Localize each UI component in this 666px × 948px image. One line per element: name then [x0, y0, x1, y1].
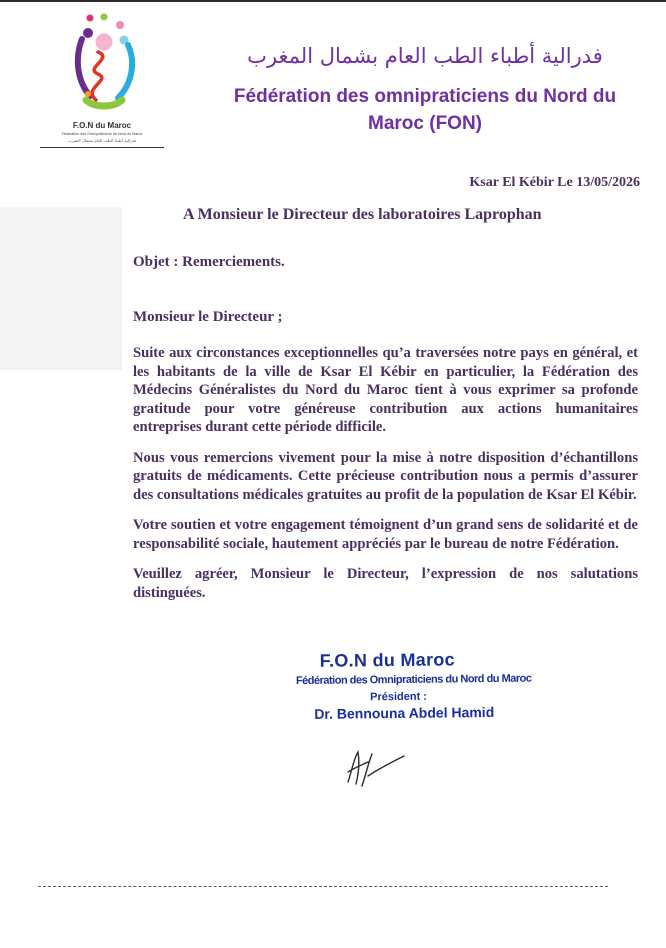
paragraph-support: Votre soutien et votre engagement témoignent d’un grand sens de solidarité et de responsabilité sociale, hautement appréciés par le bureau de notre Fédération.	[133, 517, 638, 552]
top-border-line	[0, 0, 666, 2]
stamp-federation: Fédération des Omnipraticiens du Nord du Maroc	[295, 672, 532, 688]
french-title: Fédération des omnipraticiens du Nord du Maroc (FON)	[233, 86, 617, 134]
paragraph-circumstances: Suite aux circonstances exceptionnelles qu’a traversées notre pays en général, et les habitants de la ville de Ksar El Kébir en particulier, la Fédération des Médecins Généralistes du Nord du Maroc tient à vous exprimer sa profonde gratitude pour votre généreuse contribution aux actions humanitaires entreprises durant cette période difficile.	[133, 345, 638, 435]
president-stamp	[295, 649, 532, 727]
letter-salutation: Monsieur le Directeur ;	[133, 309, 283, 325]
letter-date: Ksar El Kébir Le 13/05/2026	[469, 175, 640, 190]
paragraph-thanks: Nous vous remercions vivement pour la mise à notre disposition d’échantillons gratuits de médicaments. Cette précieuse contribution nous a permis d’assurer des consultations médicales gratuites au profit de la population de Ksar El Kébir.	[133, 449, 638, 503]
handwritten-signature	[342, 746, 408, 788]
logo-title: F.O.N du Maroc	[72, 121, 132, 130]
fon-logo	[38, 12, 166, 154]
letter-subject: Objet : Remerciements.	[133, 254, 285, 270]
letter-recipient: A Monsieur le Directeur des laboratoires Laprophan	[183, 206, 542, 223]
arabic-title: فدرالية أطباء الطب العام بشمال المغرب	[247, 44, 603, 68]
scan-shadow	[0, 207, 122, 370]
stamp-org: F.O.N du Maroc	[319, 649, 456, 671]
paragraph-closing: Veuillez agréer, Monsieur le Directeur, l’expression de nos salutations distinguées.	[133, 566, 638, 601]
stamp-role: Président :	[370, 690, 428, 704]
logo-divider	[40, 147, 164, 148]
stamp-name: Dr. Bennouna Abdel Hamid	[314, 703, 495, 722]
logo-emblem-icon	[38, 12, 166, 120]
letter-body	[133, 344, 638, 614]
logo-arabic-subtitle: فدرالية أطباء الطب العام بشمال المغرب	[68, 138, 136, 143]
logo-subtitle: Fédération des Omnipraticiens du Nord du Maroc	[61, 132, 143, 136]
footer-dashed-line	[38, 886, 608, 887]
